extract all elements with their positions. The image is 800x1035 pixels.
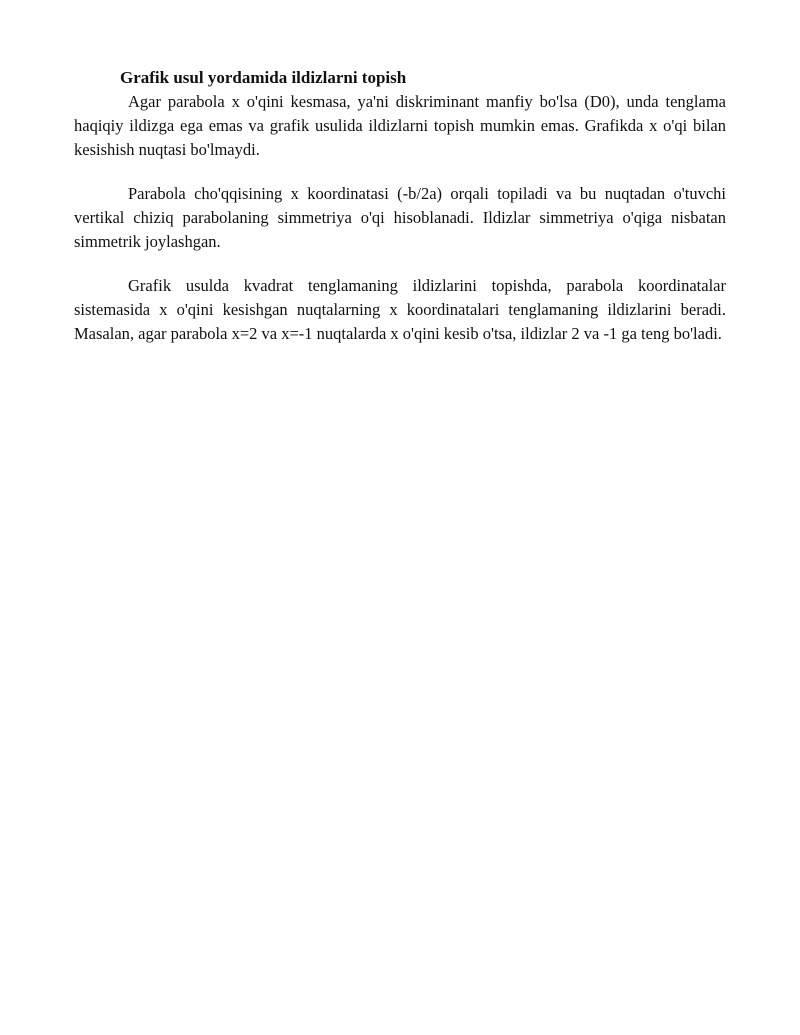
paragraph-roots-example: Grafik usulda kvadrat tenglamaning ildizlarini topishda, parabola koordinatalar sistemasida x o'qini kesishgan nuqtalarning x koordinatalari tenglamaning ildizlarini beradi. Masalan, agar parabola x=2 va x=-1 nuqtalarda x o'qini kesib o'tsa, ildizlar 2 va -1 ga teng bo'ladi. [74, 276, 726, 343]
document-page [74, 66, 726, 366]
section-heading: Grafik usul yordamida ildizlarni topish [120, 68, 407, 87]
paragraph-discriminant: Agar parabola x o'qini kesmasa, ya'ni diskriminant manfiy bo'lsa (D0), unda tenglama haqiqiy ildizga ega emas va grafik usulida ildizlarni topish mumkin emas. Grafikda x o'qi bilan kesishish nuqtasi bo'lmaydi. [74, 92, 726, 159]
paragraph-vertex: Parabola cho'qqisining x koordinatasi (-b/2a) orqali topiladi va bu nuqtadan o'tuvchi vertikal chiziq parabolaning simmetriya o'qi hisoblanadi. Ildizlar simmetriya o'qiga nisbatan simmetrik joylashgan. [74, 184, 726, 251]
